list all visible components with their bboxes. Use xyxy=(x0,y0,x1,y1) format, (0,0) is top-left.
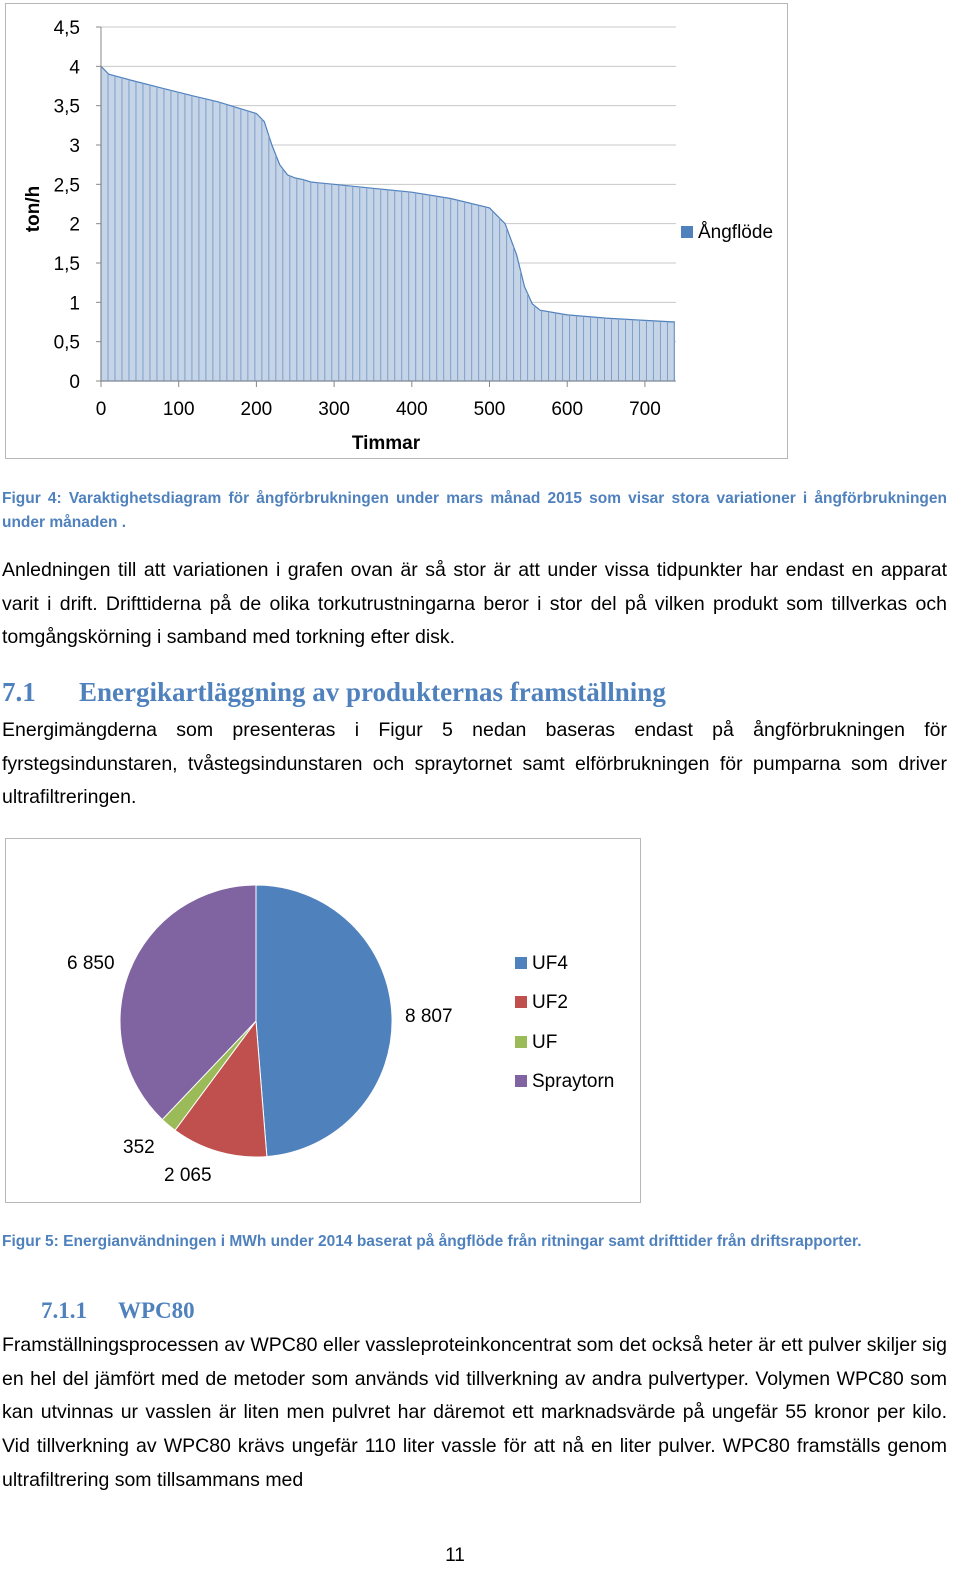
x-tick-label: 400 xyxy=(395,399,428,420)
legend-swatch-uf2 xyxy=(515,996,527,1008)
duration-chart-svg xyxy=(6,4,789,460)
legend-label-spraytorn: Spraytorn xyxy=(532,1071,615,1092)
pie-slices xyxy=(120,885,392,1157)
x-tick-label: 200 xyxy=(240,399,273,420)
x-tick-label: 300 xyxy=(318,399,350,420)
legend-swatch-uf xyxy=(515,1036,527,1048)
pie-slice-uf4 xyxy=(256,885,392,1157)
x-axis-label: Timmar xyxy=(351,433,421,454)
figure-4-caption: Figur 4: Varaktighetsdiagram för ångförbrukningen under mars månad 2015 som visar stora variationer i ångförbrukningen under månaden . xyxy=(2,490,947,531)
pie-label-spraytorn: 6 850 xyxy=(67,953,115,974)
y-axis-label: ton/h xyxy=(23,185,44,233)
x-tick-label: 0 xyxy=(95,399,107,420)
subheading-number: 7.1.1 xyxy=(41,1298,87,1323)
legend-swatch-uf4 xyxy=(515,957,527,969)
y-tick-label: 4 xyxy=(69,57,80,79)
figure-5-caption: Figur 5: Energianvändningen i MWh under 2014 baserat på ångflöde från ritningar samt drifttider från driftsrapporter. xyxy=(2,1233,862,1250)
y-tick-label: 1,5 xyxy=(53,254,80,275)
y-tick-label: 1 xyxy=(69,293,80,315)
heading-text: Energikartläggning av produkternas framställning xyxy=(79,677,666,707)
legend-label: Ångflöde xyxy=(698,222,774,243)
legend-label-uf4: UF4 xyxy=(532,953,568,974)
legend-swatch xyxy=(681,226,693,238)
heading-number: 7.1 xyxy=(2,677,36,707)
y-tick-label: 4,5 xyxy=(53,18,80,39)
x-tick-label: 600 xyxy=(551,399,584,420)
duration-x-ticks xyxy=(96,381,661,420)
section-heading-7-1-1 xyxy=(41,1298,195,1324)
y-tick-label: 3,5 xyxy=(53,96,80,118)
paragraph-2: Energimängderna som presenteras i Figur 5 nedan baseras endast på ångförbrukningen för fyrstegsindunstaren, tvåstegsindunstaren och spraytornet samt elförbrukningen för pumparna som driver ultrafiltreringen. xyxy=(2,719,947,809)
legend-swatch-spraytorn xyxy=(515,1075,527,1087)
y-tick-label: 0,5 xyxy=(53,332,80,354)
y-tick-label: 2,5 xyxy=(53,175,80,197)
x-tick-label: 500 xyxy=(473,399,506,420)
duration-y-ticks xyxy=(54,18,101,393)
y-tick-label: 2 xyxy=(69,214,80,236)
duration-chart xyxy=(5,3,788,459)
legend-label-uf: UF xyxy=(532,1032,558,1053)
pie-label-uf4: 8 807 xyxy=(405,1006,453,1027)
pie-label-uf2: 2 065 xyxy=(164,1165,212,1186)
y-tick-label: 0 xyxy=(69,372,80,393)
subheading-text: WPC80 xyxy=(118,1298,195,1323)
pie-label-uf: 352 xyxy=(123,1137,155,1158)
x-tick-label: 100 xyxy=(162,399,195,420)
pie-legend xyxy=(515,953,614,1092)
y-tick-label: 3 xyxy=(69,136,80,157)
legend-label-uf2: UF2 xyxy=(532,992,568,1013)
page-number: 11 xyxy=(445,1545,465,1566)
paragraph-3: Framställningsprocessen av WPC80 eller vassleproteinkoncentrat som det också heter är ett pulver skiljer sig en hel del jämfört med de metoder som används vid tillverkning av andra pulvertyper. Volymen WPC80 som kan utvinnas ur vasslen är liten men pulvret har däremot ett marknadsvärde på ungefär 55 kronor per kilo. Vid tillverkning av WPC80 krävs ungefär 110 liter vassle för att nå en liter pulver. WPC80 framställs genom ultrafiltrering som tillsammans med xyxy=(2,1334,947,1491)
section-heading-7-1 xyxy=(2,677,666,708)
paragraph-1: Anledningen till att variationen i grafen ovan är så stor är att under vissa tidpunkter har endast en apparat varit i drift. Drifttiderna på de olika torkutrustningarna beror i stor del på vilken produkt som tillverkas och tomgångskörning i samband med torkning efter disk. xyxy=(2,559,947,649)
pie-chart xyxy=(5,838,641,1203)
pie-chart-svg xyxy=(6,839,642,1204)
x-tick-label: 700 xyxy=(629,399,661,420)
